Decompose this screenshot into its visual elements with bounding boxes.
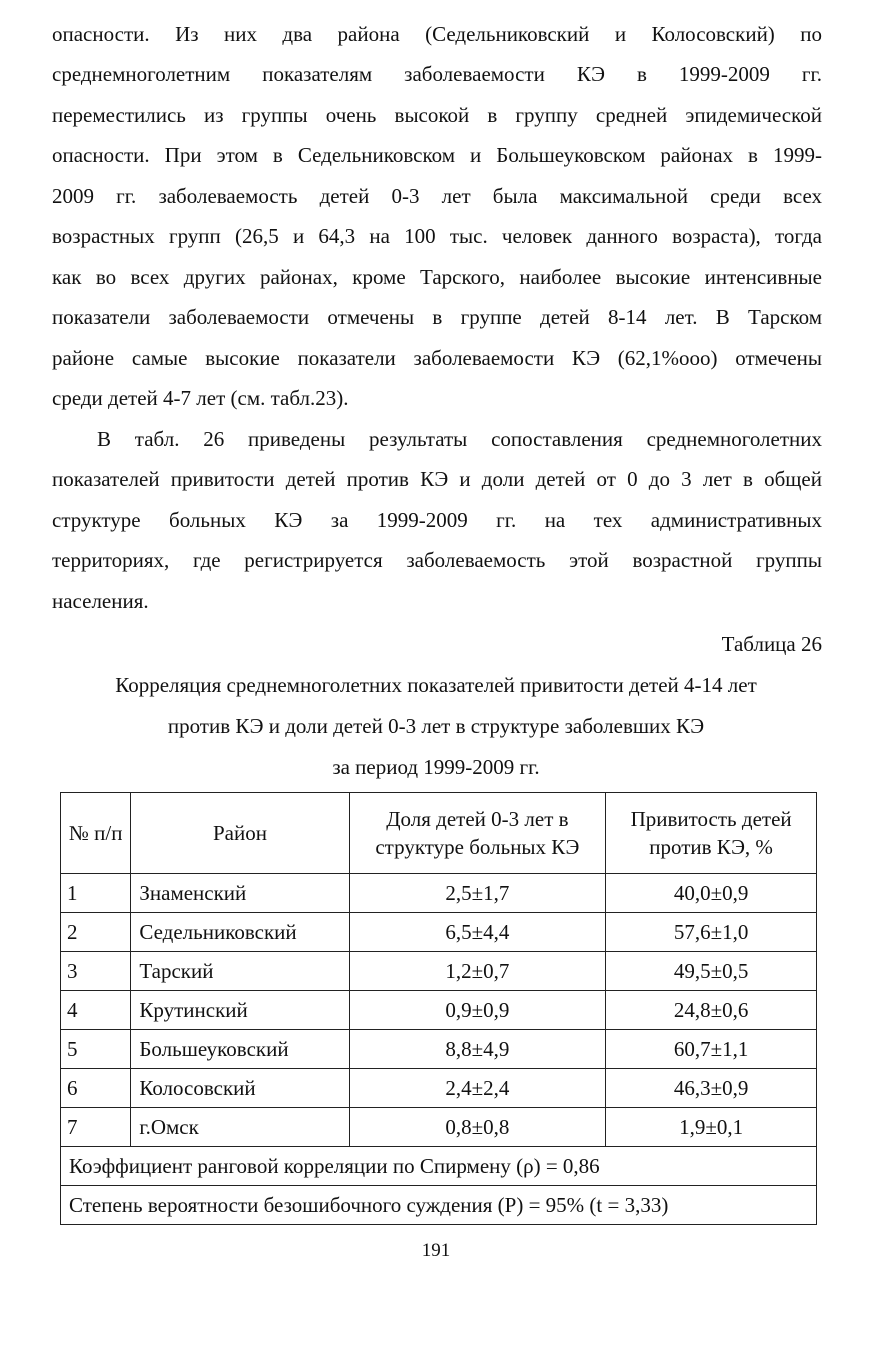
spearman-coefficient: Коэффициент ранговой корреляции по Спирмену (ρ) = 0,86 — [61, 1147, 817, 1186]
text-line: опасности. Из них два района (Седельниковский и Колосовский) по — [52, 22, 822, 46]
header-district: Район — [131, 793, 349, 874]
cell-district: г.Омск — [131, 1108, 349, 1147]
text-line: территориях, где регистрируется заболеваемость этой возрастной группы — [52, 548, 822, 572]
table-row — [61, 952, 817, 991]
cell-num: 5 — [61, 1030, 131, 1069]
cell-district: Знаменский — [131, 874, 349, 913]
cell-share: 2,4±2,4 — [349, 1069, 606, 1108]
text-line: 2009 гг. заболеваемость детей 0-3 лет была максимальной среди всех — [52, 184, 822, 208]
table-footer-row — [61, 1186, 817, 1225]
cell-district: Колосовский — [131, 1069, 349, 1108]
cell-share: 0,8±0,8 — [349, 1108, 606, 1147]
cell-share: 0,9±0,9 — [349, 991, 606, 1030]
correlation-table — [60, 792, 817, 1225]
page-number: 191 — [421, 1240, 451, 1261]
text-line: переместились из группы очень высокой в группу средней эпидемической — [52, 103, 822, 127]
table-title-line: за период 1999-2009 гг. — [332, 755, 540, 779]
table-header-row — [61, 793, 817, 874]
table-title-line: против КЭ и доли детей 0-3 лет в структуре заболевших КЭ — [167, 714, 705, 738]
table-row — [61, 991, 817, 1030]
text-line: среди детей 4-7 лет (см. табл.23). — [52, 386, 349, 410]
table-row — [61, 1069, 817, 1108]
cell-num: 7 — [61, 1108, 131, 1147]
text-line: населения. — [52, 589, 149, 613]
cell-district: Большеуковский — [131, 1030, 349, 1069]
cell-district: Крутинский — [131, 991, 349, 1030]
table-title-line: Корреляция среднемноголетних показателей привитости детей 4-14 лет — [115, 673, 757, 697]
text-line: показателей привитости детей против КЭ и доли детей от 0 до 3 лет в общей — [52, 467, 822, 491]
cell-vaccination: 40,0±0,9 — [606, 874, 817, 913]
cell-num: 4 — [61, 991, 131, 1030]
text-line: как во всех других районах, кроме Тарского, наиболее высокие интенсивные — [52, 265, 822, 289]
cell-district: Седельниковский — [131, 913, 349, 952]
text-line: опасности. При этом в Седельниковском и Большеуковском районах в 1999- — [52, 143, 822, 167]
header-share — [349, 793, 606, 874]
cell-vaccination: 49,5±0,5 — [606, 952, 817, 991]
table-footer-row — [61, 1147, 817, 1186]
table-row — [61, 913, 817, 952]
cell-share: 8,8±4,9 — [349, 1030, 606, 1069]
text-line: возрастных групп (26,5 и 64,3 на 100 тыс. человек данного возраста), тогда — [52, 224, 822, 248]
text-line: показатели заболеваемости отмечены в группе детей 8-14 лет. В Тарском — [52, 305, 822, 329]
cell-num: 6 — [61, 1069, 131, 1108]
probability-statement: Степень вероятности безошибочного суждения (Р) = 95% (t = 3,33) — [61, 1186, 817, 1225]
header-num: № п/п — [61, 793, 131, 874]
cell-num: 3 — [61, 952, 131, 991]
text-line: В табл. 26 приведены результаты сопоставления среднемноголетних — [97, 427, 822, 451]
table-row — [61, 1108, 817, 1147]
cell-share: 1,2±0,7 — [349, 952, 606, 991]
cell-vaccination: 46,3±0,9 — [606, 1069, 817, 1108]
table-row — [61, 874, 817, 913]
text-line: структуре больных КЭ за 1999-2009 гг. на тех административных — [52, 508, 822, 532]
cell-vaccination: 60,7±1,1 — [606, 1030, 817, 1069]
cell-share: 2,5±1,7 — [349, 874, 606, 913]
cell-district: Тарский — [131, 952, 349, 991]
cell-share: 6,5±4,4 — [349, 913, 606, 952]
cell-num: 2 — [61, 913, 131, 952]
text-line: районе самые высокие показатели заболеваемости КЭ (62,1%ооо) отмечены — [52, 346, 822, 370]
table-row — [61, 1030, 817, 1069]
header-vaccination — [606, 793, 817, 874]
cell-vaccination: 57,6±1,0 — [606, 913, 817, 952]
header-vaccination-text: Привитость детей против КЭ, % — [630, 807, 792, 859]
text-line: среднемноголетним показателям заболеваемости КЭ в 1999-2009 гг. — [52, 62, 822, 86]
cell-vaccination: 24,8±0,6 — [606, 991, 817, 1030]
table-label: Таблица 26 — [721, 632, 822, 656]
cell-num: 1 — [61, 874, 131, 913]
header-share-text: Доля детей 0-3 лет в структуре больных КЭ — [375, 807, 580, 859]
cell-vaccination: 1,9±0,1 — [606, 1108, 817, 1147]
